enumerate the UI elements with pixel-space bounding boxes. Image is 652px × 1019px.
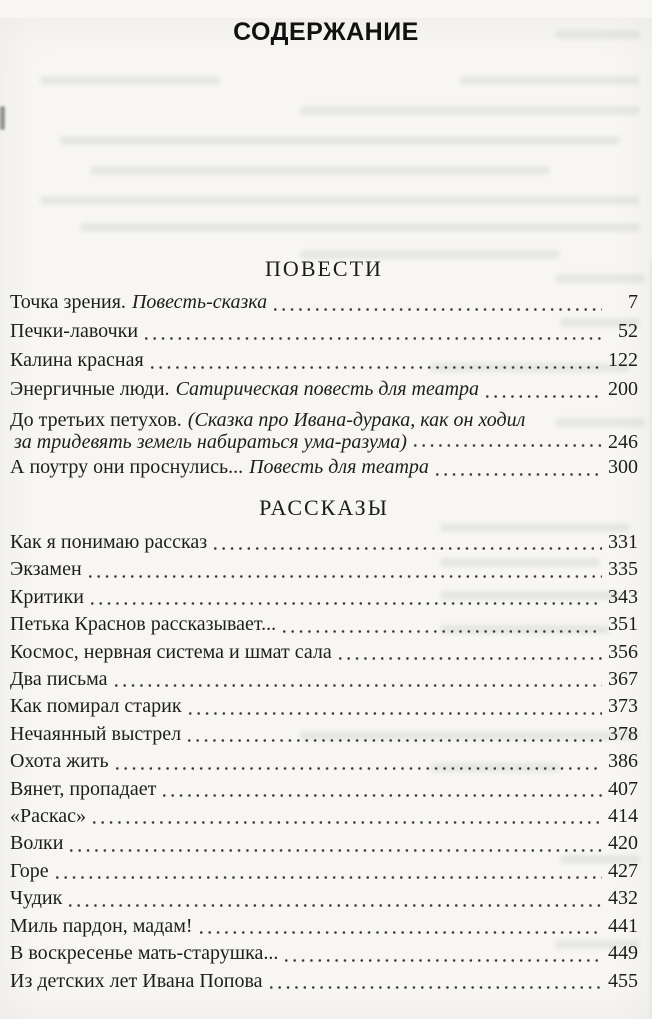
dot-leader (270, 986, 602, 989)
dot-leader (283, 630, 602, 633)
toc-entry (10, 885, 638, 912)
toc-entry (10, 375, 638, 404)
dot-leader (151, 366, 602, 369)
showthrough-line (40, 196, 640, 205)
toc-section-povesti (10, 288, 638, 482)
showthrough-line (460, 76, 640, 85)
dot-leader (436, 473, 602, 476)
toc-entry (10, 721, 638, 748)
toc-entry-page: 122 (608, 349, 638, 371)
dot-leader (91, 602, 602, 605)
toc-entry-page: 356 (608, 640, 638, 663)
toc-entry-title: Из детских лет Ивана Попова (10, 969, 263, 992)
toc-entry (10, 404, 638, 453)
dot-leader (189, 712, 602, 715)
toc-entry-title: Калина красная (10, 349, 144, 371)
toc-entry-title: Горе (10, 859, 49, 882)
dot-leader (145, 337, 602, 340)
toc-entry-subtitle-continued: за тридевять земель набираться ума-разума) (14, 431, 407, 453)
toc-entry-page: 449 (608, 942, 638, 965)
dot-leader (89, 575, 602, 578)
book-page-scan (0, 18, 652, 1019)
showthrough-line (90, 166, 550, 175)
section-heading-rasskazy: РАССКАЗЫ (259, 495, 389, 520)
dot-leader (93, 821, 602, 824)
toc-entry-title: Энергичные люди. Сатирическая повесть для театра (10, 378, 480, 400)
toc-entry-title: Печки-лавочки (10, 320, 139, 342)
toc-page (0, 18, 652, 1019)
dot-leader (69, 904, 602, 907)
toc-entry-page: 331 (608, 531, 638, 553)
toc-entry-title: Вянет, пропадает (10, 777, 157, 800)
toc-entry-page: 386 (608, 750, 638, 773)
toc-entry-subtitle: (Сказка про Ивана-дурака, как он ходил (187, 409, 526, 431)
toc-entry-page: 414 (608, 805, 638, 828)
dot-leader (56, 876, 602, 879)
toc-entry-subtitle: Сатирическая повесть для театра (175, 378, 480, 400)
toc-entry (10, 940, 638, 967)
toc-entry (10, 803, 638, 830)
toc-entry (10, 556, 638, 583)
showthrough-line (80, 223, 640, 232)
dot-leader (414, 444, 602, 447)
toc-entry (10, 830, 638, 857)
toc-entry-title: Точка зрения. Повесть-сказка (10, 291, 268, 313)
toc-entry (10, 288, 638, 317)
toc-entry (10, 317, 638, 346)
section-heading-povesti: ПОВЕСТИ (265, 256, 383, 281)
toc-entry (10, 639, 638, 666)
toc-section-rasskazy (10, 529, 638, 995)
toc-entry-page: 7 (628, 291, 638, 313)
toc-entry-page: 52 (618, 320, 638, 342)
toc-entry-page: 420 (608, 832, 638, 855)
toc-entry-page: 367 (608, 668, 638, 691)
toc-entry-page: 441 (608, 914, 638, 937)
toc-entry (10, 453, 638, 482)
toc-entry-page: 427 (608, 859, 638, 882)
dot-leader (70, 849, 602, 852)
toc-entry (10, 693, 638, 720)
showthrough-line (60, 136, 620, 145)
toc-entry-title: Охота жить (10, 750, 109, 773)
toc-entry (10, 748, 638, 775)
toc-entry (10, 584, 638, 611)
dot-leader (116, 767, 602, 770)
dot-leader (188, 739, 602, 742)
showthrough-line (300, 106, 640, 115)
toc-entry-title: Миль пардон, мадам! (10, 914, 193, 937)
toc-entry-page: 373 (608, 695, 638, 718)
toc-entry-title: Нечаянный выстрел (10, 722, 182, 745)
toc-entry-page: 300 (608, 456, 638, 478)
dot-leader (339, 657, 602, 660)
toc-entry (10, 858, 638, 885)
toc-entry-page: 335 (608, 558, 638, 581)
dot-leader (163, 794, 602, 797)
toc-entry-title: Волки (10, 832, 64, 855)
toc-entry-title: Как я понимаю рассказ (10, 531, 208, 553)
toc-entry-title: «Раскас» (10, 805, 87, 828)
toc-entry-title: Как помирал старик (10, 695, 182, 718)
toc-content (0, 256, 652, 995)
toc-entry-title: Чудик (10, 887, 63, 910)
toc-entry (10, 776, 638, 803)
toc-entry-title: Космос, нервная система и шмат сала (10, 640, 332, 663)
toc-entry-page: 432 (608, 887, 638, 910)
toc-entry-title: До третьих петухов. (Сказка про Ивана-дурака, как он ходил (10, 409, 526, 431)
toc-entry (10, 611, 638, 638)
toc-entry-page: 200 (608, 378, 638, 400)
toc-entry (10, 346, 638, 375)
toc-entry-page: 246 (608, 431, 638, 453)
dot-leader (200, 931, 602, 934)
dot-leader (486, 395, 602, 398)
showthrough-line (40, 76, 220, 85)
dot-leader (115, 684, 603, 687)
page-title: СОДЕРЖАНИЕ (233, 18, 419, 46)
toc-entry-title: А поутру они проснулись... Повесть для театра (10, 456, 429, 478)
toc-entry-title: Экзамен (10, 558, 82, 581)
toc-entry-title: Петька Краснов рассказывает... (10, 613, 277, 636)
dot-leader (214, 547, 602, 550)
toc-entry-title: Критики (10, 585, 84, 608)
toc-entry (10, 913, 638, 940)
toc-entry-title: Два письма (10, 668, 108, 691)
toc-entry-page: 351 (608, 613, 638, 636)
toc-entry-subtitle: Повесть-сказка (131, 291, 268, 313)
toc-entry (10, 666, 638, 693)
toc-entry (10, 529, 638, 556)
toc-entry-title: В воскресенье мать-старушка... (10, 942, 279, 965)
dot-leader (285, 959, 602, 962)
scan-smudge (0, 106, 5, 130)
toc-entry-page: 407 (608, 777, 638, 800)
toc-entry-page: 343 (608, 585, 638, 608)
toc-entry-subtitle: Повесть для театра (249, 456, 429, 478)
toc-entry-page: 455 (608, 969, 638, 992)
toc-entry (10, 968, 638, 995)
toc-entry-page: 378 (608, 722, 638, 745)
dot-leader (274, 308, 602, 311)
